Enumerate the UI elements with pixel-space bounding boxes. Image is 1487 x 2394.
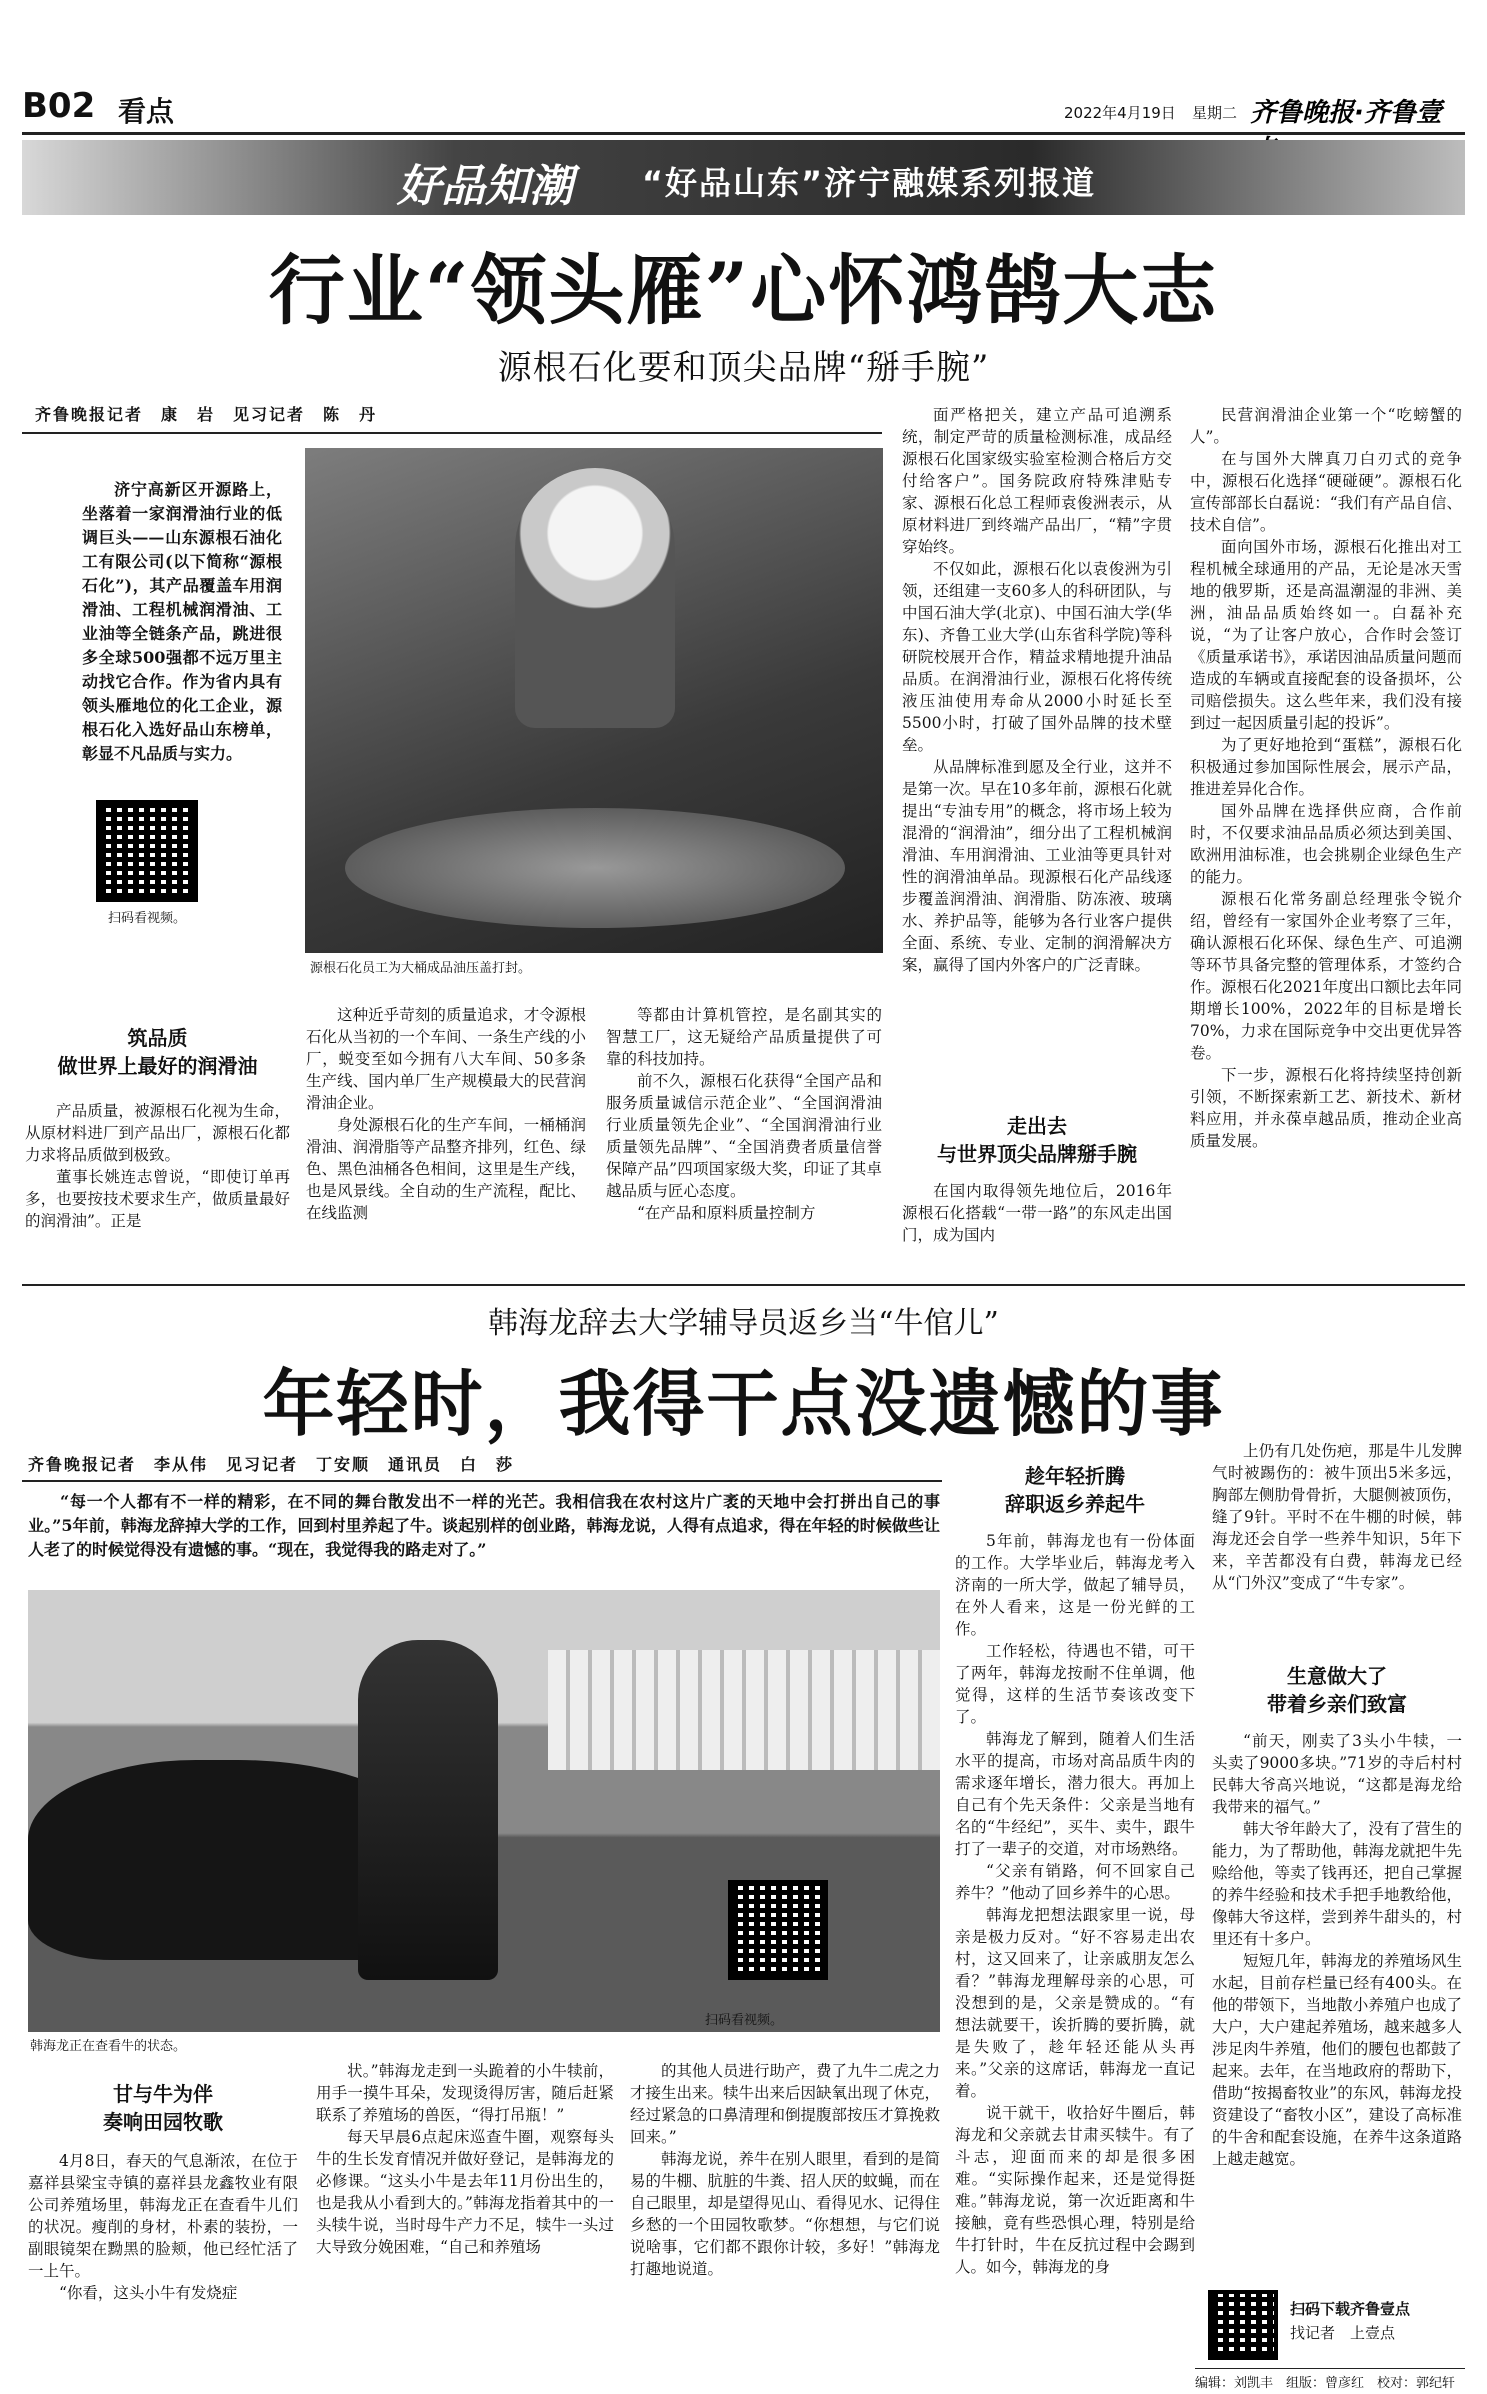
article-divider <box>22 1284 1465 1286</box>
article1-subheading-1: 筑品质 做世界上最好的润滑油 <box>57 1026 258 1078</box>
article2-subheading-3: 生意做大了 带着乡亲们致富 <box>1267 1664 1407 1716</box>
paragraph: 在国内取得领先地位后，2016年源根石化搭载“一带一路”的东风走出国门，成为国内 <box>902 1182 1172 1244</box>
paragraph: 4月8日，春天的气息渐浓，在位于嘉祥县梁宝寺镇的嘉祥县龙鑫牧业有限公司养殖场里，韩海龙正在查看牛儿们的状况。瘦削的身材，朴素的装扮，一副眼镜架在黝黑的脸颊，他已经忙活了一上午。 <box>28 2152 298 2280</box>
paragraph: 产品质量，被源根石化视为生命，从原材料进厂到产品出厂，源根石化都力求将品质做到极致。 <box>25 1102 290 1164</box>
article1-photo-caption: 源根石化员工为大桶成品油压盖打封。 <box>310 961 532 976</box>
article1-headline: 行业“领头雁”心怀鸿鹄大志 <box>268 246 1219 335</box>
paragraph: “父亲有销路，何不回家自己养牛？”他动了回乡养牛的心思。 <box>955 1862 1195 1902</box>
page-header <box>22 86 1465 132</box>
paragraph: 的其他人员进行助产，费了九牛二虎之力才接生出来。犊牛出来后因缺氧出现了休克，经过紧急的口鼻清理和倒提腹部按压才算挽救回来。” <box>630 2062 941 2146</box>
paragraph: 面严格把关，建立产品可追溯系统，制定严苛的质量检测标准，成品经源根石化国家级实验室检测合格后方交付给客户”。国务院政府特殊津贴专家、源根石化总工程师袁俊洲表示，从原材料进厂到终端产品出厂，“精”字贯穿始终。 <box>902 406 1172 556</box>
section-label: 看点 <box>118 95 175 128</box>
article2-subheading-2: 趁年轻折腾 辞职返乡养起牛 <box>1005 1464 1145 1516</box>
issue-weekday: 星期二 <box>1192 104 1238 122</box>
app-download-text: 扫码下载齐鲁壹点 <box>1290 2300 1411 2318</box>
paragraph: 短短几年，韩海龙的养殖场风生水起，目前存栏量已经有400头。在他的带领下，当地散小养殖户也成了大户，大户建起养殖场，越来越多人涉足肉牛养殖，他们的腰包也都鼓了起来。去年，在当地政府的帮助下，借助“按揭畜牧业”的东风，韩海龙投资建设了“畜牧小区”，建设了高标准的牛舍和配套设施，在养牛这条道路上越走越宽。 <box>1212 1952 1462 2168</box>
article2-byline: 齐鲁晚报记者 李从伟 见习记者 丁安顺 通讯员 白 莎 <box>28 1455 515 1474</box>
paragraph: 下一步，源根石化将持续坚持创新引领，不断探索新工艺、新技术、新材料应用，并永葆卓越品质，推动企业高质量发展。 <box>1190 1066 1462 1150</box>
article1-subheading-2: 走出去 与世界顶尖品牌掰手腕 <box>937 1114 1137 1166</box>
article2-col3 <box>630 2060 940 2280</box>
article1-col1 <box>25 1100 290 1232</box>
header-rule <box>22 132 1465 135</box>
paragraph: 等都由计算机管控，是名副其实的智慧工厂，这无疑给产品质量提供了可靠的科技加持。 <box>606 1006 882 1068</box>
farmer-figure <box>358 1640 498 1980</box>
article1-col4b <box>902 1180 1172 1246</box>
paragraph: 韩海龙了解到，随着人们生活水平的提高，市场对高品质牛肉的需求逐年增长，潜力很大。再加上自己有个先天条件：父亲是当地有名的“牛经纪”，买牛、卖牛，跟牛打了一辈子的交道，对市场熟络。 <box>955 1730 1195 1858</box>
article2-photo <box>28 1590 940 2032</box>
article2-qr-code[interactable] <box>728 1880 828 1980</box>
article1-qr-caption: 扫码看视频。 <box>108 911 187 926</box>
footer-rule <box>1195 2368 1465 2369</box>
article2-col4 <box>955 1530 1195 2278</box>
editor-credits: 编辑：刘凯丰 组版：曾彦红 校对：郭纪轩 <box>1195 2376 1456 2391</box>
article2-kicker: 韩海龙辞去大学辅导员返乡当“牛倌儿” <box>488 1306 999 1341</box>
byline2-rule <box>22 1480 942 1482</box>
paragraph: “前天，刚卖了3头小牛犊，一头卖了9000多块。”71岁的寺后村村民韩大爷高兴地说，“这都是海龙给我带来的福气。” <box>1212 1732 1462 1816</box>
series-banner <box>22 140 1465 215</box>
article1-col4 <box>902 404 1172 976</box>
paragraph: 在与国外大牌真刀白刃式的竞争中，源根石化选择“硬碰硬”。源根石化宣传部部长白磊说：“我们有产品自信、技术自信”。 <box>1190 450 1462 534</box>
paragraph: 民营润滑油企业第一个“吃螃蟹的人”。 <box>1190 406 1462 446</box>
article1-qr-code[interactable] <box>96 800 198 902</box>
masthead-logo: 齐鲁晚报·齐鲁壹 <box>1250 98 1442 128</box>
article1-col5 <box>1190 404 1462 1152</box>
oil-drum-lid <box>345 808 845 928</box>
paragraph: 这种近乎苛刻的质量追求，才令源根石化从当初的一个车间、一条生产线的小厂，蜕变至如今拥有八大车间、50多条生产线、国内单厂生产规模最大的民营润滑油企业。 <box>306 1006 586 1112</box>
article2-col5b <box>1212 1730 1462 2170</box>
article2-col5 <box>1212 1440 1462 1594</box>
paragraph: 5年前，韩海龙也有一份体面的工作。大学毕业后，韩海龙考入济南的一所大学，做起了辅导员，在外人看来，这是一份光鲜的工作。 <box>955 1532 1195 1638</box>
paragraph: 面向国外市场，源根石化推出对工程机械全球通用的产品，无论是冰天雪地的俄罗斯，还是高温潮湿的非洲、美洲，油品品质始终如一。白磊补充说，“为了让客户放心，合作时会签订《质量承诺书》，承诺因油品质量问题而造成的车辆或直接配套的设备损坏，公司赔偿损失。这么些年来，我们没有接到过一起因质量引起的投诉”。 <box>1190 538 1462 732</box>
byline-rule <box>22 432 882 434</box>
paragraph: 上仍有几处伤疤，那是牛儿发脾气时被踢伤的：被牛顶出5米多远，胸部左侧肋骨骨折，大腿侧被顶伤，缝了9针。平时不在牛棚的时候，韩海龙还会自学一些养牛知识，5年下来，辛苦都没有白费，韩海龙已经从“门外汉”变成了“牛专家”。 <box>1212 1442 1462 1592</box>
article1-lead <box>82 478 282 766</box>
paragraph: 韩大爷年龄大了，没有了营生的能力，为了帮助他，韩海龙就把牛先赊给他，等卖了钱再还，把自己掌握的养牛经验和技术手把手地教给他，像韩大爷这样，尝到养牛甜头的，村里还有十多户。 <box>1212 1820 1462 1948</box>
article1-photo <box>305 448 883 953</box>
paragraph: 国外品牌在选择供应商，合作前时，不仅要求油品品质必须达到美国、欧洲用油标准，也会挑剔企业绿色生产的能力。 <box>1190 802 1462 886</box>
lead-paragraph: “每一个人都有不一样的精彩，在不同的舞台散发出不一样的光芒。我相信我在农村这片广袤的天地中会打拼出自己的事业。”5年前，韩海龙辞掉大学的工作，回到村里养起了牛。谈起别样的创业路，韩海龙说，人得有点追求，得在年轻的时候做些让人老了的时候觉得没有遗憾的事。“现在，我觉得我的路走对了。” <box>28 1492 940 1559</box>
paragraph: 工作轻松，待遇也不错，可干了两年，韩海龙按耐不住单调，他觉得，这样的生活节奏该改变下了。 <box>955 1642 1195 1726</box>
article2-col1 <box>28 2150 298 2304</box>
paragraph: 前不久，源根石化获得“全国产品和服务质量诚信示范企业”、“全国润滑油行业质量领先企业”、“全国润滑油行业质量领先品牌”、“全国消费者质量信誉保障产品”四项国家级大奖，印证了其卓越品质与匠心态度。 <box>606 1072 882 1200</box>
paragraph: 董事长姚连志曾说，“即使订单再多，也要按技术要求生产，做质量最好的润滑油”。正是 <box>25 1168 290 1230</box>
lead-paragraph: 济宁高新区开源路上，坐落着一家润滑油行业的低调巨头——山东源根石油化工有限公司(以下简称“源根石化”)，其产品覆盖车用润滑油、工程机械润滑油、工业油等全链条产品，跳进很多全球500强都不远万里主动找它合作。作为省内具有领头雁地位的化工企业，源根石化入选好品山东榜单，彰显不凡品质与实力。 <box>82 480 282 763</box>
article1-col3 <box>606 1004 882 1224</box>
banner-logo: 好品知潮 <box>397 161 573 212</box>
issue-date: 2022年4月19日 <box>1064 104 1176 122</box>
article2-col2 <box>316 2060 614 2258</box>
page-code: B02 <box>22 86 96 126</box>
article1-col2 <box>306 1004 586 1224</box>
barn-roof <box>548 1650 940 1770</box>
article2-qr-caption: 扫码看视频。 <box>705 2013 784 2028</box>
banner-title: “好品山东”济宁融媒系列报道 <box>642 164 1097 202</box>
paragraph: 从品牌标准到愿及全行业，这并不是第一次。早在10多年前，源根石化就提出“专油专用”的概念，将市场上较为混滑的“润滑油”，细分出了工程机械润滑油、车用润滑油、工业油等更具针对性的润滑油单品。现源根石化产品线逐步覆盖润滑油、润滑脂、防冻液、玻璃水、养护品等，能够为各行业客户提供全面、系统、专业、定制的润滑解决方案，赢得了国内外客户的广泛青睐。 <box>902 758 1172 974</box>
paragraph: 为了更好地抢到“蛋糕”，源根石化积极通过参加国际性展会，展示产品，推进差异化合作。 <box>1190 736 1462 798</box>
paragraph: 韩海龙把想法跟家里一说，母亲是极力反对。“好不容易走出农村，这又回来了，让亲戚朋友怎么看？”韩海龙理解母亲的心思，可没想到的是，父亲是赞成的。“有想法就要干，诶折腾的要折腾，就是失败了，趁年轻还能从头再来。”父亲的这席话，韩海龙一直记着。 <box>955 1906 1195 2100</box>
app-download-qr-code[interactable] <box>1208 2290 1278 2360</box>
paragraph: “你看，这头小牛有发烧症 <box>59 2284 238 2302</box>
article1-byline: 齐鲁晚报记者 康 岩 见习记者 陈 丹 <box>35 405 378 424</box>
hardhat-worker-figure <box>515 468 675 728</box>
article1-subhead: 源根石化要和顶尖品牌“掰手腕” <box>497 348 990 388</box>
paragraph: 韩海龙说，养牛在别人眼里，看到的是简易的牛棚、肮脏的牛粪、招人厌的蚊蝇，而在自己眼里，却是望得见山、看得见水、记得住乡愁的一个田园牧歌梦。“你想想，与它们说说啥事，它们都不跟你计较，多好！”韩海龙打趣地说道。 <box>630 2150 941 2278</box>
article2-subheading-1: 甘与牛为伴 奏响田园牧歌 <box>103 2082 223 2134</box>
article2-headline: 年轻时，我得干点没遗憾的事 <box>262 1361 1225 1446</box>
paragraph: 不仅如此，源根石化以袁俊洲为引领，还组建一支60多人的科研团队，与中国石油大学(北京)、中国石油大学(华东)、齐鲁工业大学(山东省科学院)等科研院校展开合作，精益求精地提升油品品质。在润滑油行业，源根石化将传统液压油使用寿命从2000小时延长至5500小时，打破了国外品牌的技术壁垒。 <box>902 560 1172 754</box>
paragraph: “在产品和原料质量控制方 <box>637 1204 816 1222</box>
article2-lead <box>28 1490 940 1562</box>
paragraph: 状。”韩海龙走到一头跪着的小牛犊前，用手一摸牛耳朵，发现烫得厉害，随后赶紧联系了养殖场的兽医，“得打吊瓶！” <box>316 2062 614 2124</box>
paragraph: 说干就干，收拾好牛圈后，韩海龙和父亲就去甘肃买犊牛。有了斗志，迎面而来的却是很多困难。“实际操作起来，还是觉得挺难。”韩海龙说，第一次近距离和牛接触，竟有些恐惧心理，特别是给牛打针时，牛在反抗过程中会踢到人。如今，韩海龙的身 <box>955 2104 1195 2276</box>
paragraph: 每天早晨6点起床巡查牛圈，观察每头牛的生长发育情况并做好登记，是韩海龙的必修课。“这头小牛是去年11月份出生的，也是我从小看到大的。”韩海龙指着其中的一头犊牛说，当时母牛产力不足，犊牛一头过大导致分娩困难，“自己和养殖场 <box>316 2128 614 2256</box>
paragraph: 身处源根石化的生产车间，一桶桶润滑油、润滑脂等产品整齐排列，红色、绿色、黑色油桶各色相间，这里是生产线，也是风景线。全自动的生产流程，配比、在线监测 <box>306 1116 586 1222</box>
reporter-contact-text: 找记者 上壹点 <box>1290 2324 1396 2342</box>
paragraph: 源根石化常务副总经理张令锐介绍，曾经有一家国外企业考察了三年，确认源根石化环保、绿色生产、可追溯等环节具备完整的管理体系，才签约合作。源根石化2021年度出口额比去年同期增长100%，2022年的目标是增长70%，力求在国际竞争中交出更优异答卷。 <box>1190 890 1462 1062</box>
article2-photo-caption: 韩海龙正在查看牛的状态。 <box>30 2039 187 2054</box>
